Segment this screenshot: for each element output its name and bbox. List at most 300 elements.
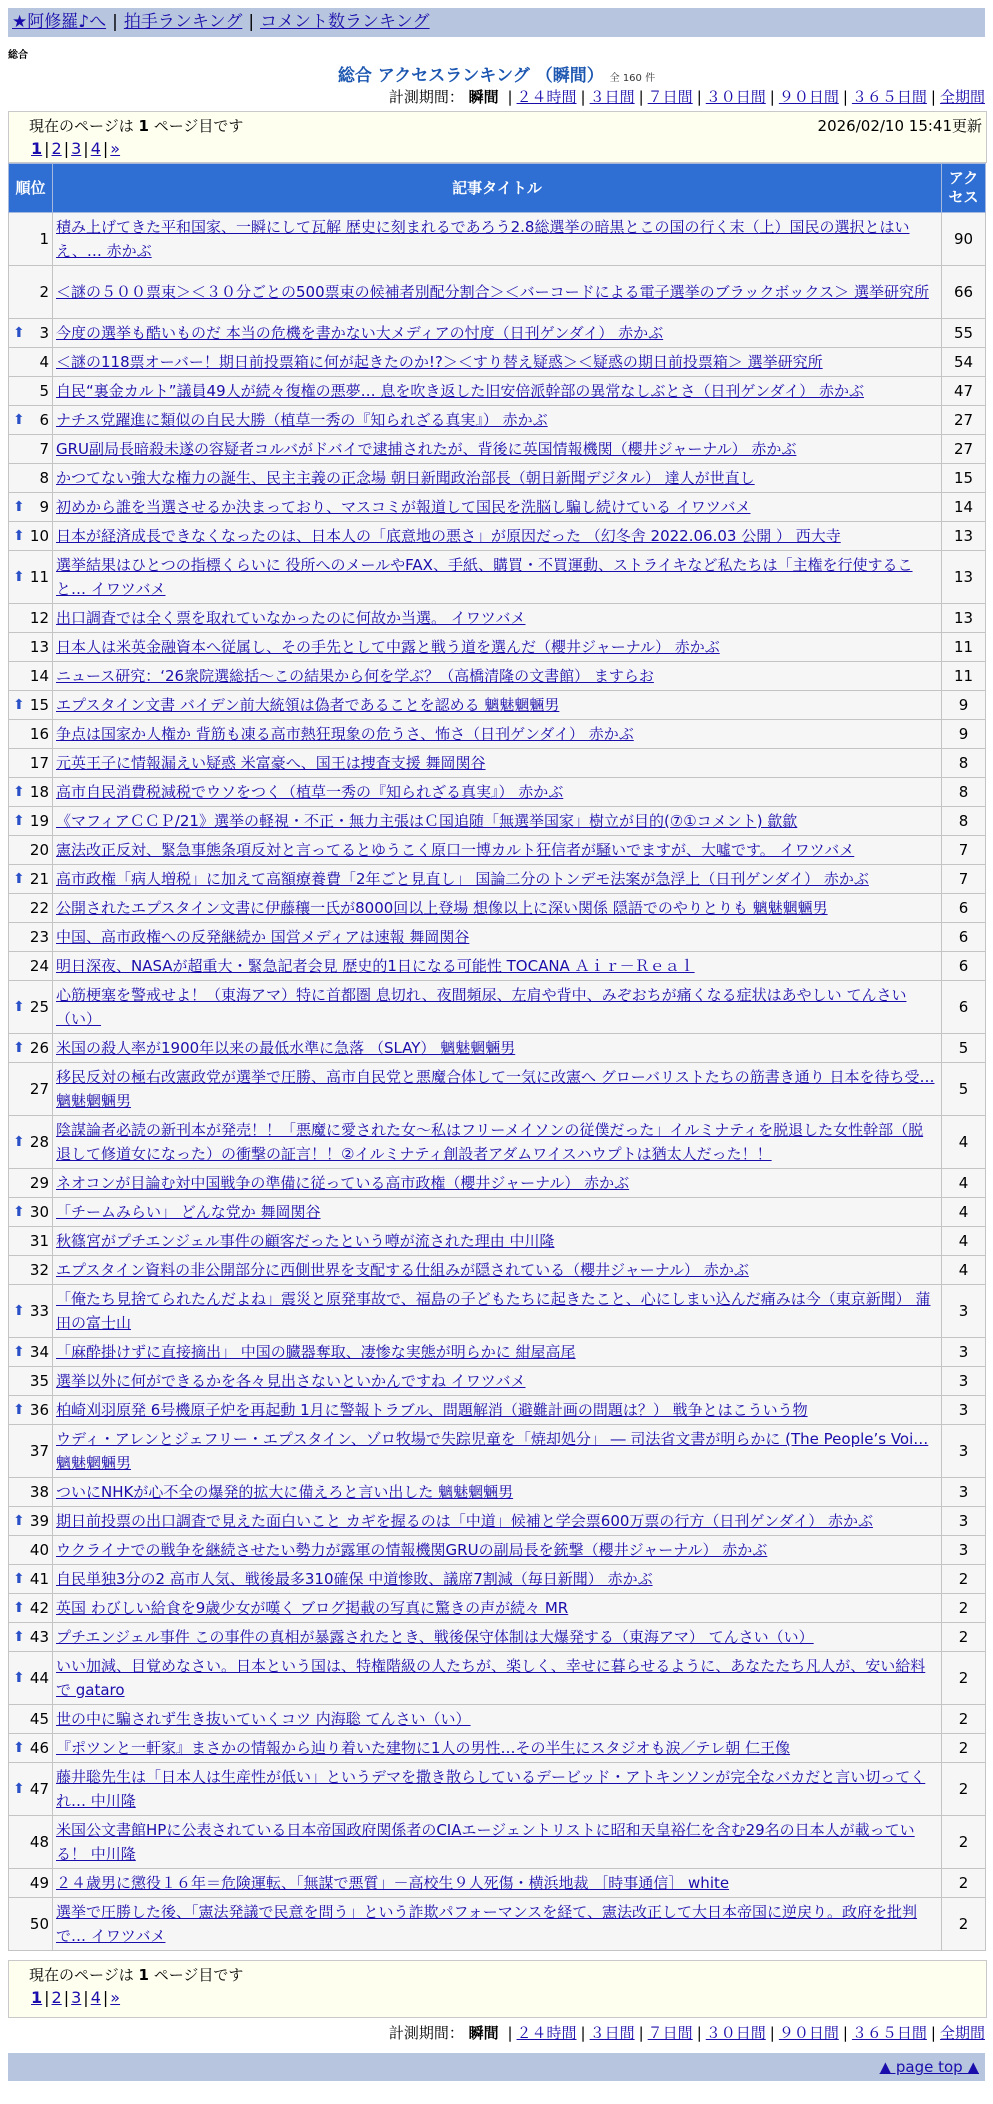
rank-cell xyxy=(9,1507,53,1536)
table-row xyxy=(9,720,986,749)
up-arrow-icon: ⬆ xyxy=(13,1303,25,1319)
access-count: 6 xyxy=(942,952,986,981)
table-row xyxy=(9,981,986,1034)
article-link[interactable]: 元英王子に情報漏えい疑惑 米富豪へ、国王は捜査支援 舞岡関谷 xyxy=(56,754,486,772)
article-link[interactable]: 「麻酔掛けずに直接摘出」 中国の臓器奪取、凄惨な実態が明らかに 紺屋高尾 xyxy=(56,1343,576,1361)
article-link[interactable]: 世の中に騙されず生き抜いていくコツ 内海聡 てんさい（い） xyxy=(56,1710,471,1728)
article-link[interactable]: 藤井聡先生は「日本人は生産性が低い」というデマを撒き散らしているデービッド・アトキンソンが完全なバカだと言い切ってくれ… 中川隆 xyxy=(56,1768,926,1810)
table-row xyxy=(9,1623,986,1652)
rank-number: 34 xyxy=(29,1343,49,1361)
title-cell xyxy=(53,1256,942,1285)
access-count: 13 xyxy=(942,604,986,633)
article-link[interactable]: 秋篠宮がプチエンジェル事件の顧客だったという噂が流された理由 中川隆 xyxy=(56,1232,555,1250)
access-count: 14 xyxy=(942,493,986,522)
updated-timestamp: 2026/02/10 15:41更新 xyxy=(817,117,982,135)
rank-number: 27 xyxy=(29,1080,49,1098)
access-count: 3 xyxy=(942,1536,986,1565)
access-count: 13 xyxy=(942,551,986,604)
up-arrow-icon: ⬆ xyxy=(13,999,25,1015)
rank-cell xyxy=(9,1536,53,1565)
period-link[interactable]: ９０日間 xyxy=(778,88,839,106)
article-link[interactable]: 日本が経済成長できなくなったのは、日本人の「底意地の悪さ」が原因だった （幻冬舎 2022.06.03 公開 ） 西大寺 xyxy=(56,527,841,545)
table-row xyxy=(9,266,986,319)
article-link[interactable]: 積み上げてきた平和国家、一瞬にして瓦解 歴史に刻まれるであろう2.8総選挙の暗黒とこの国の行く末（上）国民の選択とはいえ、… 赤かぶ xyxy=(56,218,910,260)
access-count: 8 xyxy=(942,778,986,807)
rank-number: 11 xyxy=(29,568,49,586)
rank-number: 50 xyxy=(29,1915,49,1933)
article-link[interactable]: 米国の殺人率が1900年以来の最低水準に急落 （SLAY） 魑魅魍魎男 xyxy=(56,1039,516,1057)
access-count: 3 xyxy=(942,1285,986,1338)
table-row xyxy=(9,319,986,348)
up-arrow-icon: ⬆ xyxy=(13,1513,25,1529)
access-count: 2 xyxy=(942,1816,986,1869)
title-cell xyxy=(53,266,942,319)
rank-number: 39 xyxy=(29,1512,49,1530)
rank-number: 2 xyxy=(39,283,49,301)
title-cell xyxy=(53,1478,942,1507)
rank-cell xyxy=(9,1816,53,1869)
rank-cell xyxy=(9,435,53,464)
rank-number: 25 xyxy=(29,998,49,1016)
article-link[interactable]: 日本人は米英金融資本へ従属し、その手先として中露と戦う道を選んだ（櫻井ジャーナル） 赤かぶ xyxy=(56,638,720,656)
article-link[interactable]: プチエンジェル事件 この事件の真相が暴露されたとき、戦後保守体制は大爆発する（東海アマ） てんさい（い） xyxy=(56,1628,814,1646)
up-arrow-icon: ⬆ xyxy=(13,325,25,341)
period-link[interactable]: ３日間 xyxy=(589,2024,635,2042)
period-link[interactable]: ２４時間 xyxy=(516,2024,577,2042)
title-cell xyxy=(53,923,942,952)
article-link[interactable]: 選挙結果はひとつの指標くらいに 役所へのメールやFAX、手紙、購買・不買運動、ストライキなど私たちは「主権を行使すること… イワツバメ xyxy=(56,556,913,598)
article-link[interactable]: 柏崎刈羽原発 6号機原子炉を再起動 1月に警報トラブル、問題解消（避難計画の問題は？） 戦争とはこういう物 xyxy=(56,1401,808,1419)
rank-number: 30 xyxy=(29,1203,49,1221)
article-link[interactable]: 心筋梗塞を警戒せよ！（東海アマ）特に首都圏 息切れ、夜間頻尿、左肩や背中、みぞおちが痛くなる症状はあやしい てんさい（い） xyxy=(56,986,907,1028)
rank-cell xyxy=(9,1256,53,1285)
up-arrow-icon: ⬆ xyxy=(13,697,25,713)
up-arrow-icon: ⬆ xyxy=(13,1629,25,1645)
access-count: 2 xyxy=(942,1763,986,1816)
access-count: 3 xyxy=(942,1338,986,1367)
access-count: 13 xyxy=(942,522,986,551)
table-row xyxy=(9,807,986,836)
article-link[interactable]: ウクライナでの戦争を継続させたい勢力が露軍の情報機関GRUの副局長を銃撃（櫻井ジャーナル） 赤かぶ xyxy=(56,1541,768,1559)
rank-number: 17 xyxy=(29,754,49,772)
rank-number: 13 xyxy=(29,638,49,656)
rank-cell xyxy=(9,1338,53,1367)
title-cell xyxy=(53,493,942,522)
access-count: 5 xyxy=(942,1063,986,1116)
title-cell xyxy=(53,1425,942,1478)
article-link[interactable]: 米国公文書館HPに公表されている日本帝国政府関係者のCIAエージェントリストに昭和天皇裕仁を含む29名の日本人が載っている！ 中川隆 xyxy=(56,1821,915,1863)
page-link[interactable]: 1 xyxy=(31,1988,43,2007)
article-link[interactable]: ＜謎の118票オーバー！期日前投票箱に何が起きたのか!?＞＜すり替え疑惑＞＜疑惑の期日前投票箱＞ 選挙研究所 xyxy=(56,353,823,371)
rank-number: 1 xyxy=(39,230,49,248)
table-row xyxy=(9,1734,986,1763)
access-count: 2 xyxy=(942,1652,986,1705)
title-cell xyxy=(53,319,942,348)
rank-cell xyxy=(9,604,53,633)
table-row xyxy=(9,1536,986,1565)
article-link[interactable]: ついにNHKが心不全の爆発的拡大に備えろと言い出した 魑魅魍魎男 xyxy=(56,1483,514,1501)
period-link[interactable]: ９０日間 xyxy=(778,2024,839,2042)
title-cell xyxy=(53,1367,942,1396)
rank-cell xyxy=(9,1478,53,1507)
page-link[interactable]: 4 xyxy=(90,1988,101,2007)
up-arrow-icon: ⬆ xyxy=(13,813,25,829)
footer-bar xyxy=(8,2053,985,2081)
access-count: 7 xyxy=(942,865,986,894)
up-arrow-icon: ⬆ xyxy=(13,1204,25,1220)
rank-cell xyxy=(9,1705,53,1734)
rank-cell xyxy=(9,464,53,493)
rank-number: 41 xyxy=(29,1570,49,1588)
title-cell xyxy=(53,1763,942,1816)
rank-number: 15 xyxy=(29,696,49,714)
rank-number: 31 xyxy=(29,1232,49,1250)
title-cell xyxy=(53,1169,942,1198)
access-count: 54 xyxy=(942,348,986,377)
up-arrow-icon: ⬆ xyxy=(13,1134,25,1150)
access-count: 6 xyxy=(942,923,986,952)
title-cell xyxy=(53,377,942,406)
rank-cell xyxy=(9,377,53,406)
rank-cell xyxy=(9,551,53,604)
current-page-text: 現在のページは 1 ページ目です xyxy=(29,117,244,135)
up-arrow-icon: ⬆ xyxy=(13,1781,25,1797)
period-link[interactable]: ３６５日間 xyxy=(851,88,927,106)
rank-number: 22 xyxy=(29,899,49,917)
up-arrow-icon: ⬆ xyxy=(13,569,25,585)
table-row xyxy=(9,522,986,551)
next-page-link[interactable]: » xyxy=(110,139,121,158)
rank-number: 3 xyxy=(39,324,49,342)
period-link[interactable]: 全期間 xyxy=(939,88,985,106)
access-count: 5 xyxy=(942,1034,986,1063)
table-row xyxy=(9,865,986,894)
page-link[interactable]: 2 xyxy=(51,139,62,158)
rank-number: 32 xyxy=(29,1261,49,1279)
rank-cell xyxy=(9,1869,53,1898)
title-cell xyxy=(53,1816,942,1869)
table-row xyxy=(9,1705,986,1734)
header-rank: 順位 xyxy=(9,164,53,213)
table-row xyxy=(9,213,986,266)
article-link[interactable]: 《マフィアＣＣＰ/21》選挙の軽視・不正・無力主張はＣ国追随「無選挙国家」樹立が目的(⑦①コメント) 歙歙 xyxy=(56,812,798,830)
rank-cell xyxy=(9,493,53,522)
access-count: 2 xyxy=(942,1623,986,1652)
article-link[interactable]: エプスタイン資料の非公開部分に西側世界を支配する仕組みが隠されている（櫻井ジャーナル） 赤かぶ xyxy=(56,1261,749,1279)
rank-number: 19 xyxy=(29,812,49,830)
rank-number: 4 xyxy=(39,353,49,371)
ranking-table xyxy=(8,163,986,1951)
rank-number: 44 xyxy=(29,1669,49,1687)
table-row xyxy=(9,894,986,923)
article-link[interactable]: GRU副局長暗殺未遂の容疑者コルバがドバイで逮捕されたが、背後に英国情報機関（櫻井ジャーナル） 赤かぶ xyxy=(56,440,797,458)
rank-cell xyxy=(9,778,53,807)
title-cell xyxy=(53,464,942,493)
rank-number: 18 xyxy=(29,783,49,801)
rank-number: 35 xyxy=(29,1372,49,1390)
rank-cell xyxy=(9,807,53,836)
title-cell xyxy=(53,836,942,865)
table-row xyxy=(9,633,986,662)
rank-number: 7 xyxy=(39,440,49,458)
access-count: 6 xyxy=(942,981,986,1034)
rank-cell xyxy=(9,836,53,865)
title-cell xyxy=(53,1536,942,1565)
rank-number: 49 xyxy=(29,1874,49,1892)
article-link[interactable]: 陰謀論者必読の新刊本が発売！！「悪魔に愛された女～私はフリーメイソンの従僕だった」イルミナティを脱退した女性幹部（脱退して修道女になった）の衝撃の証言！！②イルミナティ創設者アダムワイスハウプトは猶太人だった！！ xyxy=(56,1121,924,1163)
rank-cell xyxy=(9,720,53,749)
article-link[interactable]: かつてない強大な権力の誕生、民主主義の正念場 朝日新聞政治部長（朝日新聞デジタル） 達人が世直し xyxy=(56,469,755,487)
rank-number: 26 xyxy=(29,1039,49,1057)
title-cell xyxy=(53,1338,942,1367)
access-count: 9 xyxy=(942,691,986,720)
title-cell xyxy=(53,633,942,662)
rank-cell xyxy=(9,1565,53,1594)
access-count: 11 xyxy=(942,662,986,691)
article-link[interactable]: 英国 わびしい給食を9歳少女が嘆く ブログ掲載の写真に驚きの声が続々 MR xyxy=(56,1599,569,1617)
rank-cell xyxy=(9,1898,53,1951)
rank-cell xyxy=(9,1227,53,1256)
rank-number: 9 xyxy=(39,498,49,516)
table-row xyxy=(9,778,986,807)
article-link[interactable]: 公開されたエプスタイン文書に伊藤穰一氏が8000回以上登場 想像以上に深い関係 隠語でのやりとりも 魑魅魍魎男 xyxy=(56,899,828,917)
header-title: 記事タイトル xyxy=(53,164,942,213)
access-count: 8 xyxy=(942,749,986,778)
up-arrow-icon: ⬆ xyxy=(13,499,25,515)
article-link[interactable]: ニュース研究：‘26衆院選総括～この結果から何を学ぶ？（高橋清隆の文書館） ますらお xyxy=(56,667,654,685)
period-link[interactable]: ３０日間 xyxy=(705,88,766,106)
table-row xyxy=(9,1425,986,1478)
rank-cell xyxy=(9,1652,53,1705)
next-page-link[interactable]: » xyxy=(110,1988,121,2007)
period-link[interactable]: ３日間 xyxy=(589,88,635,106)
table-row xyxy=(9,1169,986,1198)
rank-number: 23 xyxy=(29,928,49,946)
access-count: 2 xyxy=(942,1705,986,1734)
rank-number: 40 xyxy=(29,1541,49,1559)
period-selector-top: 計測期間： 瞬間 | ２４時間 | ３日間 | ７日間 | ３０日間 | ９０日間 | ３６５日間 | 全期間 xyxy=(388,88,985,106)
article-link[interactable]: 憲法改正反対、緊急事態条項反対と言ってるとゆうこく原口一博カルト狂信者が騒いでますが、大噓です。 イワツバメ xyxy=(56,841,855,859)
access-count: 3 xyxy=(942,1478,986,1507)
rank-cell xyxy=(9,406,53,435)
access-count: 4 xyxy=(942,1169,986,1198)
title-cell xyxy=(53,1227,942,1256)
up-arrow-icon: ⬆ xyxy=(13,1670,25,1686)
access-count: 7 xyxy=(942,836,986,865)
table-row xyxy=(9,1816,986,1869)
article-link[interactable]: 出口調査では全く票を取れていなかったのに何故か当選。 イワツバメ xyxy=(56,609,526,627)
header-access: アクセス xyxy=(942,164,986,213)
article-link[interactable]: 高市政権「病人増税」に加えて高額療養費「2年ごと見直し」 国論二分のトンデモ法案が急浮上（日刊ゲンダイ） 赤かぶ xyxy=(56,870,869,888)
access-count: 47 xyxy=(942,377,986,406)
page-title-text: 総合 アクセスランキング （瞬間） xyxy=(337,66,604,86)
up-arrow-icon: ⬆ xyxy=(13,1571,25,1587)
rank-cell xyxy=(9,1734,53,1763)
article-link[interactable]: 期日前投票の出口調査で見えた面白いこと カギを握るのは「中道」候補と学会票600万票の行方（日刊ゲンダイ） 赤かぶ xyxy=(56,1512,873,1530)
table-row xyxy=(9,1594,986,1623)
article-link[interactable]: 中国、高市政権への反発継続か 国営メディアは速報 舞岡関谷 xyxy=(56,928,470,946)
period-link[interactable]: 全期間 xyxy=(939,2024,985,2042)
page-link[interactable]: 1 xyxy=(31,139,43,158)
title-cell xyxy=(53,1705,942,1734)
rank-number: 48 xyxy=(29,1833,49,1851)
period-link[interactable]: ７日間 xyxy=(647,2024,693,2042)
rank-cell xyxy=(9,348,53,377)
top-nav-bar: ★阿修羅♪へ | 拍手ランキング | コメント数ランキング xyxy=(8,8,985,37)
title-cell xyxy=(53,807,942,836)
rank-number: 46 xyxy=(29,1739,49,1757)
table-row xyxy=(9,691,986,720)
article-link[interactable]: ２４歳男に懲役１６年＝危険運転、「無謀で悪質」－高校生９人死傷・横浜地裁 ［時事通信］ white xyxy=(56,1874,730,1892)
table-row xyxy=(9,464,986,493)
title-cell xyxy=(53,348,942,377)
rank-cell xyxy=(9,662,53,691)
rank-cell xyxy=(9,633,53,662)
nav-link-comment-ranking[interactable]: コメント数ランキング xyxy=(260,12,430,32)
article-link[interactable]: ネオコンが目論む対中国戦争の準備に従っている高市政権（櫻井ジャーナル） 赤かぶ xyxy=(56,1174,630,1192)
table-row xyxy=(9,1198,986,1227)
table-row xyxy=(9,1116,986,1169)
period-link[interactable]: ３６５日間 xyxy=(851,2024,927,2042)
title-cell xyxy=(53,213,942,266)
rank-cell xyxy=(9,923,53,952)
rank-number: 45 xyxy=(29,1710,49,1728)
article-link[interactable]: 移民反対の極右改憲政党が選挙で圧勝、高市自民党と悪魔合体して一気に改憲へ グローバリストたちの筋書き通り 日本を待ち受… 魑魅魍魎男 xyxy=(56,1068,935,1110)
rank-number: 21 xyxy=(29,870,49,888)
article-link[interactable]: 選挙で圧勝した後、「憲法発議で民意を問う」という詐欺パフォーマンスを経て、憲法改正して大日本帝国に逆戻り。政府を批判で… イワツバメ xyxy=(56,1903,918,1945)
title-cell xyxy=(53,865,942,894)
article-link[interactable]: ＜謎の５００票束＞＜３０分ごとの500票束の候補者別配分割合＞＜バーコードによる電子選挙のブラックボックス＞ 選挙研究所 xyxy=(56,283,929,301)
rank-cell xyxy=(9,522,53,551)
article-link[interactable]: 「俺たち見捨てられたんだよね」震災と原発事故で、福島の子どもたちに起きたこと、心にしまい込んだ痛みは今（東京新聞） 蒲田の富士山 xyxy=(56,1290,931,1332)
rank-cell xyxy=(9,1367,53,1396)
table-row xyxy=(9,348,986,377)
article-link[interactable]: 高市自民消費税減税でウソをつく（植草一秀の『知られざる真実』） 赤かぶ xyxy=(56,783,564,801)
article-link[interactable]: いい加減、目覚めなさい。日本という国は、特権階級の人たちが、楽しく、幸せに暮らせるように、あなたたち凡人が、安い給料で gataro xyxy=(56,1657,926,1699)
article-link[interactable]: 初めから誰を当選させるか決まっており、マスコミが報道して国民を洗脳し騙し続けている イワツバメ xyxy=(56,498,751,516)
title-cell xyxy=(53,1507,942,1536)
table-row xyxy=(9,1869,986,1898)
rank-cell xyxy=(9,749,53,778)
table-row xyxy=(9,493,986,522)
article-link[interactable]: ナチス党躍進に類似の自民大勝（植草一秀の『知られざる真実』） 赤かぶ xyxy=(56,411,548,429)
rank-number: 20 xyxy=(29,841,49,859)
title-cell xyxy=(53,604,942,633)
period-link[interactable]: ２４時間 xyxy=(516,88,577,106)
rank-number: 6 xyxy=(39,411,49,429)
table-row xyxy=(9,923,986,952)
title-cell xyxy=(53,1034,942,1063)
table-row xyxy=(9,1898,986,1951)
article-link[interactable]: 争点は国家か人権か 背筋も凍る高市熱狂現象の危うさ、怖さ（日刊ゲンダイ） 赤かぶ xyxy=(56,725,634,743)
nav-link-asyura[interactable]: ★阿修羅♪へ xyxy=(12,12,107,32)
table-row xyxy=(9,662,986,691)
article-link[interactable]: 自民“裏金カルト”議員49人が続々復権の悪夢… 息を吹き返した旧安倍派幹部の異常なしぶとさ（日刊ゲンダイ） 赤かぶ xyxy=(56,382,864,400)
article-link[interactable]: 選挙以外に何ができるかを各々見出さないといかんですね イワツバメ xyxy=(56,1372,526,1390)
page-link[interactable]: 4 xyxy=(90,139,101,158)
page-link[interactable]: 2 xyxy=(51,1988,62,2007)
article-link[interactable]: 『ポツンと一軒家』まさかの情報から辿り着いた建物に1人の男性…その半生にスタジオも涙／テレ朝 仁王像 xyxy=(56,1739,791,1757)
table-row xyxy=(9,435,986,464)
up-arrow-icon: ⬆ xyxy=(13,1040,25,1056)
article-link[interactable]: ウディ・アレンとジェフリー・エプスタイン、ゾロ牧場で失踪児童を「焼却処分」 ― 司法省文書が明らかに (The People’s Voi… 魑魅魍魎男 xyxy=(56,1430,929,1472)
page-info-top xyxy=(8,111,987,163)
rank-cell xyxy=(9,1425,53,1478)
rank-cell xyxy=(9,1169,53,1198)
pager-bottom: 1 | 2 | 3 | 4 | » xyxy=(31,1988,121,2007)
title-cell xyxy=(53,1396,942,1425)
table-row xyxy=(9,952,986,981)
access-count: 4 xyxy=(942,1116,986,1169)
table-row xyxy=(9,377,986,406)
pager-top: 1 | 2 | 3 | 4 | » xyxy=(31,139,121,158)
access-count: 2 xyxy=(942,1594,986,1623)
table-row xyxy=(9,1478,986,1507)
title-cell xyxy=(53,1285,942,1338)
page-info-bottom xyxy=(8,1960,987,2018)
nav-link-clap-ranking[interactable]: 拍手ランキング xyxy=(123,12,243,32)
article-link[interactable]: 今度の選挙も酷いものだ 本当の危機を書かない大メディアの忖度（日刊ゲンダイ） 赤かぶ xyxy=(56,324,664,342)
title-cell xyxy=(53,981,942,1034)
article-link[interactable]: 明日深夜、NASAが超重大・緊急記者会見 歴史的1日になる可能性 TOCANA Ａｉｒ－Ｒｅａｌ xyxy=(56,957,695,975)
rank-number: 42 xyxy=(29,1599,49,1617)
rank-number: 38 xyxy=(29,1483,49,1501)
rank-number: 14 xyxy=(29,667,49,685)
rank-cell xyxy=(9,266,53,319)
title-cell xyxy=(53,1869,942,1898)
page-top-link[interactable]: ▲ page top ▲ xyxy=(879,2058,979,2076)
title-cell xyxy=(53,749,942,778)
access-count: 27 xyxy=(942,406,986,435)
rank-number: 47 xyxy=(29,1780,49,1798)
rank-cell xyxy=(9,865,53,894)
access-count: 2 xyxy=(942,1898,986,1951)
access-count: 2 xyxy=(942,1734,986,1763)
access-count: 9 xyxy=(942,720,986,749)
page-link[interactable]: 3 xyxy=(71,139,82,158)
access-count: 3 xyxy=(942,1425,986,1478)
title-cell xyxy=(53,406,942,435)
rank-number: 10 xyxy=(29,527,49,545)
title-cell xyxy=(53,952,942,981)
rank-cell xyxy=(9,981,53,1034)
up-arrow-icon: ⬆ xyxy=(13,1344,25,1360)
access-count: 3 xyxy=(942,1367,986,1396)
period-link[interactable]: ７日間 xyxy=(647,88,693,106)
rank-number: 28 xyxy=(29,1133,49,1151)
rank-cell xyxy=(9,691,53,720)
up-arrow-icon: ⬆ xyxy=(13,871,25,887)
rank-cell xyxy=(9,1063,53,1116)
title-cell xyxy=(53,662,942,691)
article-link[interactable]: エプスタイン文書 バイデン前大統領は偽者であることを認める 魑魅魍魎男 xyxy=(56,696,560,714)
period-link[interactable]: ３０日間 xyxy=(705,2024,766,2042)
title-cell xyxy=(53,1116,942,1169)
up-arrow-icon: ⬆ xyxy=(13,412,25,428)
rank-number: 24 xyxy=(29,957,49,975)
page-link[interactable]: 3 xyxy=(71,1988,82,2007)
article-link[interactable]: 「チームみらい」 どんな党か 舞岡関谷 xyxy=(56,1203,321,1221)
table-row xyxy=(9,604,986,633)
rank-number: 43 xyxy=(29,1628,49,1646)
table-row xyxy=(9,1034,986,1063)
title-cell xyxy=(53,435,942,464)
access-count: 6 xyxy=(942,894,986,923)
table-row xyxy=(9,1256,986,1285)
table-row xyxy=(9,1338,986,1367)
article-link[interactable]: 自民単独3分の2 高市人気、戦後最多310確保 中道惨敗、議席7割減（毎日新聞） 赤かぶ xyxy=(56,1570,653,1588)
access-count: 55 xyxy=(942,319,986,348)
